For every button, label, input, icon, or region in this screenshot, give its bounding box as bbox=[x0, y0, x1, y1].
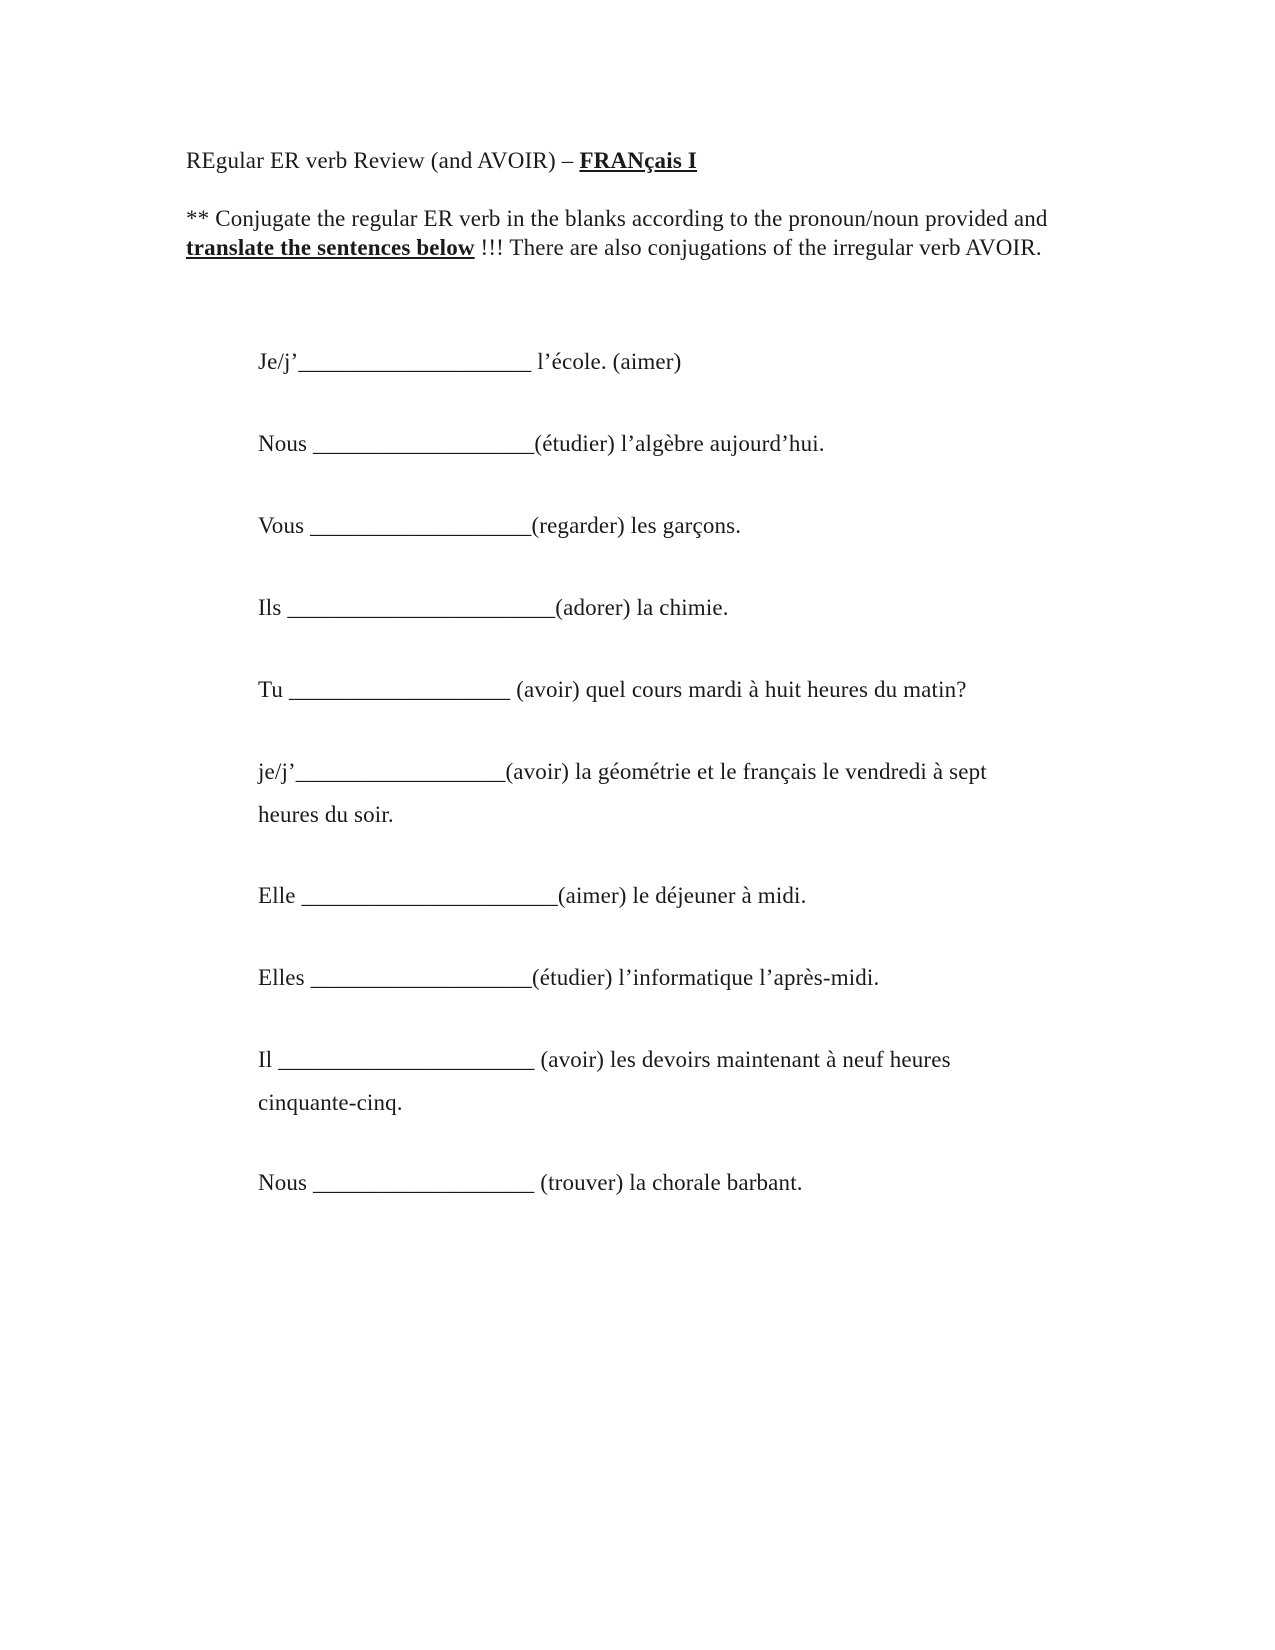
exercise-sentence-continuation: cinquante-cinq. bbox=[258, 1090, 403, 1115]
exercise-sentence: Elles ___________________(étudier) l’informatique l’après-midi. bbox=[258, 965, 880, 990]
exercise-sentence: Il ______________________ (avoir) les devoirs maintenant à neuf heures bbox=[258, 1047, 951, 1072]
exercise-sentence: Nous ___________________(étudier) l’algèbre aujourd’hui. bbox=[258, 431, 825, 456]
instructions-text-1: ** Conjugate the regular ER verb in the blanks according to the pronoun/noun provided and bbox=[186, 206, 1048, 231]
title-course: FRANçais I bbox=[579, 148, 698, 173]
exercise-sentence: Ils _______________________(adorer) la chimie. bbox=[258, 595, 729, 620]
exercise-sentence-continuation: heures du soir. bbox=[258, 802, 394, 827]
title-text: REgular ER verb Review (and AVOIR) – bbox=[186, 148, 580, 173]
exercise-sentence: Vous ___________________(regarder) les garçons. bbox=[258, 513, 742, 538]
exercise-sentence: Tu ___________________ (avoir) quel cours mardi à huit heures du matin? bbox=[258, 677, 967, 702]
worksheet-title bbox=[186, 148, 697, 174]
instructions bbox=[186, 205, 1086, 262]
exercise-sentence: je/j’__________________(avoir) la géométrie et le français le vendredi à sept bbox=[258, 759, 987, 784]
exercise-sentence: Je/j’____________________ l’école. (aimer) bbox=[258, 349, 682, 374]
instructions-emphasis: translate the sentences below bbox=[186, 234, 475, 260]
instructions-text-2: !!! There are also conjugations of the irregular verb AVOIR. bbox=[474, 234, 1042, 260]
exercise-sentence: Nous ___________________ (trouver) la chorale barbant. bbox=[258, 1170, 803, 1195]
exercise-sentence: Elle ______________________(aimer) le déjeuner à midi. bbox=[258, 883, 807, 908]
